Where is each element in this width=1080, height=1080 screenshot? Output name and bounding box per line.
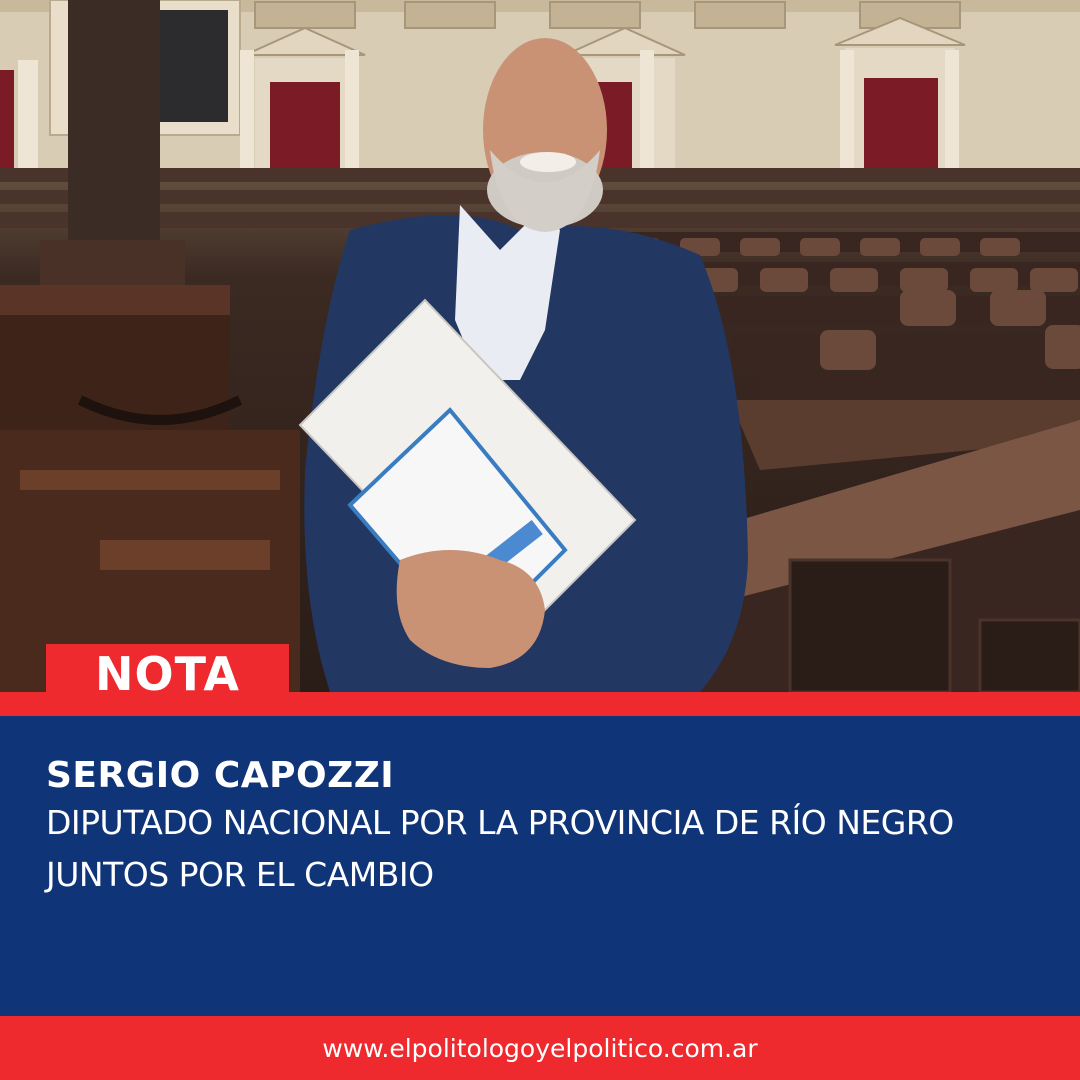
nota-tag — [46, 644, 289, 700]
person-role: DIPUTADO NACIONAL POR LA PROVINCIA DE RÍO NEGRO — [46, 803, 954, 842]
website-url[interactable]: www.elpolitologoyelpolitico.com.ar — [322, 1033, 758, 1063]
footer-bar — [0, 1016, 1080, 1080]
nota-label: NOTA — [94, 647, 240, 701]
person-party: JUNTOS POR EL CAMBIO — [46, 855, 434, 894]
person-name: SERGIO CAPOZZI — [46, 755, 395, 796]
